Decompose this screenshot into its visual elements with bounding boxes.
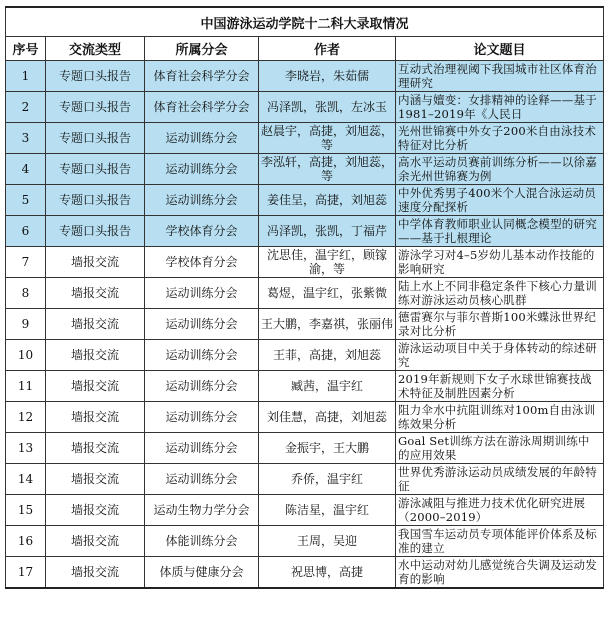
table-row — [6, 278, 604, 309]
table-row — [6, 185, 604, 216]
row-exchange-type: 墙报交流 — [46, 464, 145, 495]
row-exchange-type: 墙报交流 — [46, 526, 145, 557]
row-branch: 运动训练分会 — [145, 371, 259, 402]
table-title-row — [6, 7, 604, 37]
table-row — [6, 61, 604, 92]
row-branch: 体质与健康分会 — [145, 557, 259, 589]
row-paper-title: 中外优秀男子400米个人混合泳运动员速度分配探析 — [396, 185, 604, 216]
row-number: 2 — [6, 92, 46, 123]
row-authors: 陈洁星，温宇红 — [259, 495, 396, 526]
row-exchange-type: 墙报交流 — [46, 340, 145, 371]
table-row — [6, 495, 604, 526]
row-branch: 运动训练分会 — [145, 433, 259, 464]
row-number: 1 — [6, 61, 46, 92]
row-authors: 李晓岩，朱茹儒 — [259, 61, 396, 92]
header-type: 交流类型 — [46, 37, 145, 61]
row-branch: 体能训练分会 — [145, 526, 259, 557]
row-exchange-type: 墙报交流 — [46, 247, 145, 278]
row-branch: 学校体育分会 — [145, 247, 259, 278]
row-paper-title: 中学体育教师职业认同概念模型的研究——基于扎根理论 — [396, 216, 604, 247]
header-no: 序号 — [6, 37, 46, 61]
row-branch: 运动训练分会 — [145, 309, 259, 340]
header-title: 论文题目 — [396, 37, 604, 61]
row-number: 5 — [6, 185, 46, 216]
row-exchange-type: 墙报交流 — [46, 495, 145, 526]
row-exchange-type: 墙报交流 — [46, 433, 145, 464]
row-paper-title: 光州世锦赛中外女子200米自由泳技术特征对比分析 — [396, 123, 604, 154]
row-number: 6 — [6, 216, 46, 247]
row-paper-title: 互动式治理视阈下我国城市社区体育治理研究 — [396, 61, 604, 92]
row-paper-title: 游泳减阻与推进力技术优化研究进展（2000–2019） — [396, 495, 604, 526]
row-paper-title: 陆上水上不同非稳定条件下核心力量训练对游泳运动员核心肌群 — [396, 278, 604, 309]
table-row — [6, 557, 604, 589]
row-number: 14 — [6, 464, 46, 495]
row-branch: 学校体育分会 — [145, 216, 259, 247]
row-number: 15 — [6, 495, 46, 526]
row-exchange-type: 专题口头报告 — [46, 185, 145, 216]
table-row — [6, 433, 604, 464]
row-number: 3 — [6, 123, 46, 154]
row-branch: 体育社会科学分会 — [145, 61, 259, 92]
table-row — [6, 402, 604, 433]
row-exchange-type: 墙报交流 — [46, 309, 145, 340]
row-exchange-type: 墙报交流 — [46, 278, 145, 309]
row-authors: 冯泽凯，张凯，丁福芹 — [259, 216, 396, 247]
row-authors: 葛煜，温宇红，张紫微 — [259, 278, 396, 309]
table-row — [6, 92, 604, 123]
row-authors: 李泓轩，高捷，刘旭蕊，等 — [259, 154, 396, 185]
header-branch: 所属分会 — [145, 37, 259, 61]
row-exchange-type: 专题口头报告 — [46, 92, 145, 123]
row-number: 12 — [6, 402, 46, 433]
results-table — [5, 6, 604, 589]
row-branch: 运动训练分会 — [145, 464, 259, 495]
row-authors: 祝思博，高捷 — [259, 557, 396, 589]
header-authors: 作者 — [259, 37, 396, 61]
row-authors: 沈思佳，温宇红，顾镓渝，等 — [259, 247, 396, 278]
row-branch: 运动训练分会 — [145, 123, 259, 154]
row-branch: 运动生物力学分会 — [145, 495, 259, 526]
row-exchange-type: 专题口头报告 — [46, 123, 145, 154]
table-row — [6, 123, 604, 154]
row-authors: 金振宇，王大鹏 — [259, 433, 396, 464]
row-branch: 运动训练分会 — [145, 154, 259, 185]
row-number: 4 — [6, 154, 46, 185]
row-number: 11 — [6, 371, 46, 402]
row-paper-title: 我国雪车运动员专项体能评价体系及标准的建立 — [396, 526, 604, 557]
table-row — [6, 216, 604, 247]
row-paper-title: 内涵与嬗变：女排精神的诠释——基于1981–2019年《人民日 — [396, 92, 604, 123]
row-paper-title: Goal Set训练方法在游泳周期训练中的应用效果 — [396, 433, 604, 464]
table-header-row — [6, 37, 604, 61]
row-paper-title: 高水平运动员赛前训练分析——以徐嘉余光州世锦赛为例 — [396, 154, 604, 185]
row-exchange-type: 专题口头报告 — [46, 154, 145, 185]
table-row — [6, 464, 604, 495]
row-paper-title: 2019年新规则下女子水球世锦赛技战术特征及制胜因素分析 — [396, 371, 604, 402]
row-exchange-type: 墙报交流 — [46, 557, 145, 589]
row-paper-title: 阻力伞水中抗阻训练对100m自由泳训练效果分析 — [396, 402, 604, 433]
row-authors: 王菲，高捷，刘旭蕊 — [259, 340, 396, 371]
row-paper-title: 水中运动对幼儿感觉统合失调及运动发育的影响 — [396, 557, 604, 589]
row-authors: 王周，吴迎 — [259, 526, 396, 557]
row-exchange-type: 专题口头报告 — [46, 61, 145, 92]
table-row — [6, 526, 604, 557]
row-exchange-type: 墙报交流 — [46, 402, 145, 433]
row-paper-title: 游泳运动项目中关于身体转动的综述研究 — [396, 340, 604, 371]
row-authors: 赵晨宇，高捷，刘旭蕊，等 — [259, 123, 396, 154]
row-branch: 运动训练分会 — [145, 340, 259, 371]
row-paper-title: 德雷赛尔与菲尔普斯100米蝶泳世界纪录对比分析 — [396, 309, 604, 340]
row-exchange-type: 墙报交流 — [46, 371, 145, 402]
row-number: 17 — [6, 557, 46, 589]
row-authors: 冯泽凯，张凯，左冰玉 — [259, 92, 396, 123]
row-number: 10 — [6, 340, 46, 371]
table-row — [6, 154, 604, 185]
row-number: 16 — [6, 526, 46, 557]
table-row — [6, 371, 604, 402]
row-number: 9 — [6, 309, 46, 340]
row-paper-title: 游泳学习对4–5岁幼儿基本动作技能的影响研究 — [396, 247, 604, 278]
row-authors: 王大鹏，李嘉祺，张丽伟 — [259, 309, 396, 340]
row-number: 7 — [6, 247, 46, 278]
row-exchange-type: 专题口头报告 — [46, 216, 145, 247]
table-row — [6, 340, 604, 371]
row-number: 8 — [6, 278, 46, 309]
row-number: 13 — [6, 433, 46, 464]
row-branch: 运动训练分会 — [145, 402, 259, 433]
results-table-container — [5, 6, 603, 589]
table-body — [6, 61, 604, 589]
row-authors: 刘佳慧，高捷，刘旭蕊 — [259, 402, 396, 433]
table-title: 中国游泳运动学院十二科大录取情况 — [6, 7, 604, 37]
row-authors: 臧茜，温宇红 — [259, 371, 396, 402]
row-branch: 运动训练分会 — [145, 278, 259, 309]
table-row — [6, 247, 604, 278]
row-branch: 体育社会科学分会 — [145, 92, 259, 123]
row-branch: 运动训练分会 — [145, 185, 259, 216]
row-authors: 姜佳呈，高捷，刘旭蕊 — [259, 185, 396, 216]
row-paper-title: 世界优秀游泳运动员成绩发展的年龄特征 — [396, 464, 604, 495]
table-row — [6, 309, 604, 340]
row-authors: 乔侨，温宇红 — [259, 464, 396, 495]
